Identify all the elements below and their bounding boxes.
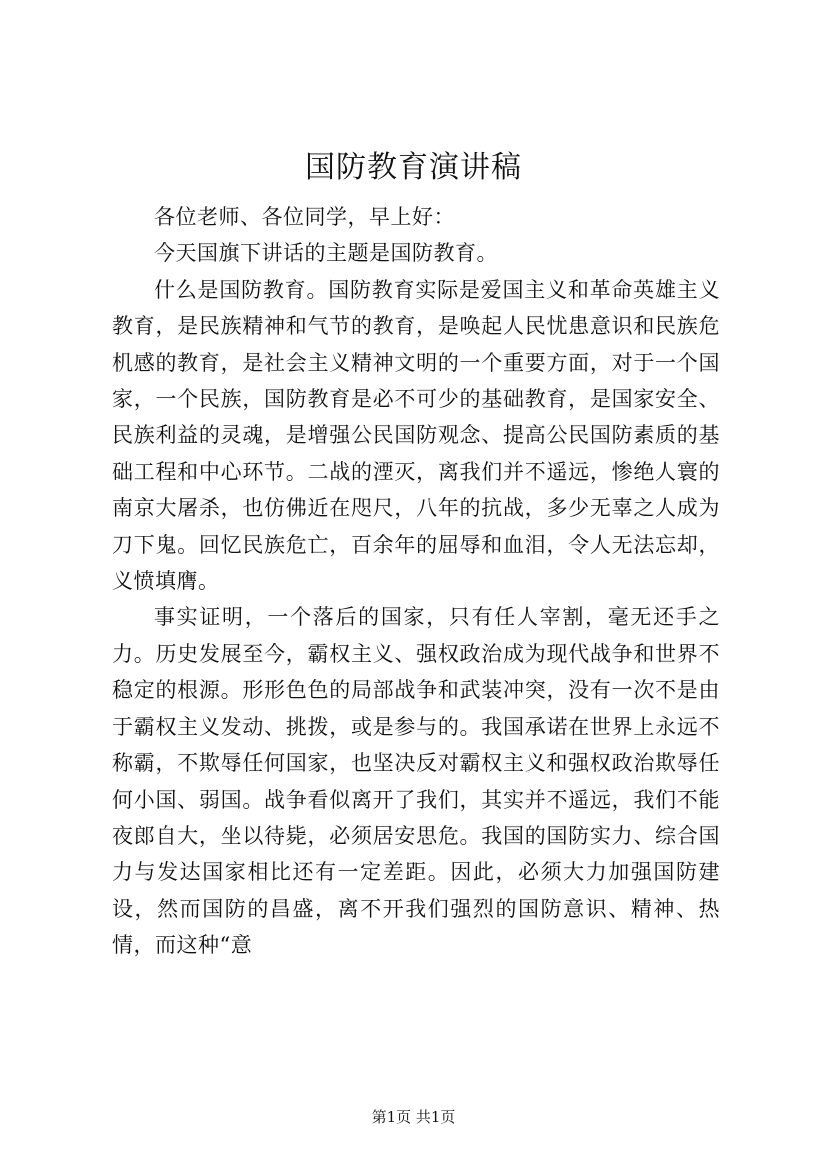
- document-body: [112, 199, 720, 964]
- body-paragraph-2: 事实证明，一个落后的国家，只有任人宰割，毫无还手之力。历史发展至今，霸权主义、强权政治成为现代战争和世界不稳定的根源。形形色色的局部战争和武装冲突，没有一次不是由于霸权主义发动、挑拨，或是参与的。我国承诺在世界上永远不称霸，不欺辱任何国家，也坚决反对霸权主义和强权政治欺辱任何小国、弱国。战争看似离开了我们，其实并不遥远，我们不能夜郎自大，坐以待毙，必须居安思危。我国的国防实力、综合国力与发达国家相比还有一定差距。因此，必须大力加强国防建设，然而国防的昌盛，离不开我们强烈的国防意识、精神、热情，而这种“意: [112, 605, 720, 958]
- page-footer: 第1页 共1页: [371, 1108, 456, 1126]
- greeting-paragraph: 各位老师、各位同学，早上好：: [154, 205, 455, 229]
- topic-paragraph: 今天国旗下讲话的主题是国防教育。: [154, 241, 498, 266]
- document-title: 国防教育演讲稿: [305, 150, 522, 185]
- body-paragraph-1: 什么是国防教育。国防教育实际是爱国主义和革命英雄主义教育，是民族精神和气节的教育，是唤起人民忧患意识和民族危机感的教育，是社会主义精神文明的一个重要方面，对于一个国家，一个民族，国防教育是必不可少的基础教育，是国家安全、民族利益的灵魂，是增强公民国防观念、提高公民国防素质的基础工程和中心环节。二战的湮灭，离我们并不遥远，惨绝人寰的南京大屠杀，也仿佛近在咫尺，八年的抗战，多少无辜之人成为刀下鬼。回忆民族危亡，百余年的屈辱和血泪，令人无法忘却，义愤填膺。: [112, 277, 720, 594]
